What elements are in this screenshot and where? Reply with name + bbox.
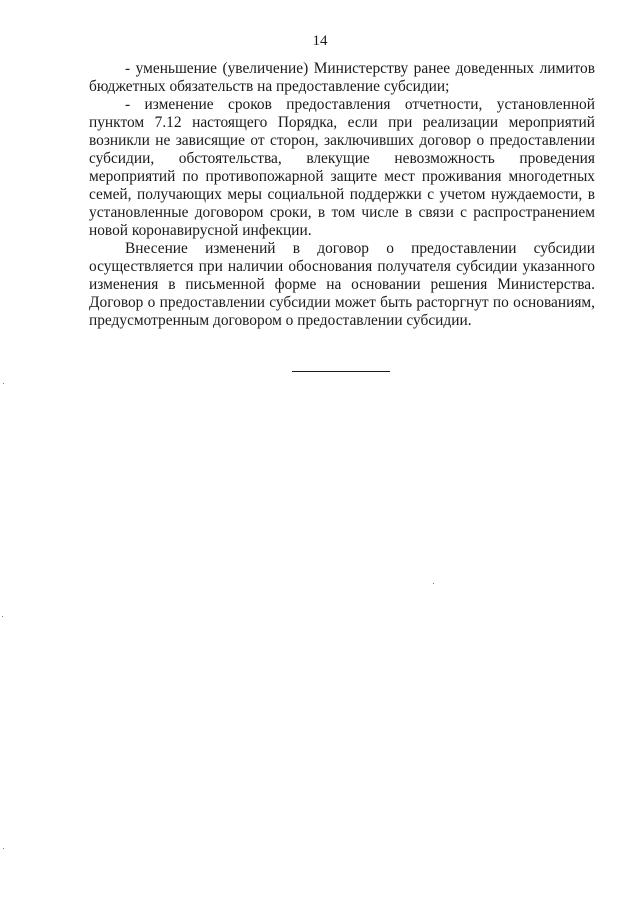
scan-speck bbox=[433, 583, 434, 584]
document-body bbox=[89, 60, 595, 330]
page-number: 14 bbox=[312, 33, 328, 49]
scan-speck bbox=[3, 383, 4, 384]
scan-speck bbox=[3, 848, 4, 849]
paragraph-reporting-deadline-change: - изменение сроков предоставления отчетности, установленной пунктом 7.12 настоящего Порядка, если при реализации мероприятий возникли не зависящие от сторон, заключивших договор о предоставлении субсидии, обстоятельства, влекущие невозможность проведения мероприятий по противопожарной защите мест проживания многодетных семей, получающих меры социальной поддержки с учетом нуждаемости, в установленные договором сроки, в том числе в связи с распространением новой коронавирусной инфекции. bbox=[89, 96, 595, 239]
scan-speck bbox=[2, 616, 3, 617]
paragraph-limits-change: - уменьшение (увеличение) Министерству ранее доведенных лимитов бюджетных обязательств на предоставление субсидии; bbox=[89, 60, 595, 95]
paragraph-contract-amendment: Внесение изменений в договор о предоставлении субсидии осуществляется при наличии обоснования получателя субсидии указанного изменения в письменной форме на основании решения Министерства. Договор о предоставлении субсидии может быть расторгнут по основаниям, предусмотренным договором о предоставлении субсидии. bbox=[89, 240, 595, 329]
end-divider-line bbox=[292, 371, 390, 372]
